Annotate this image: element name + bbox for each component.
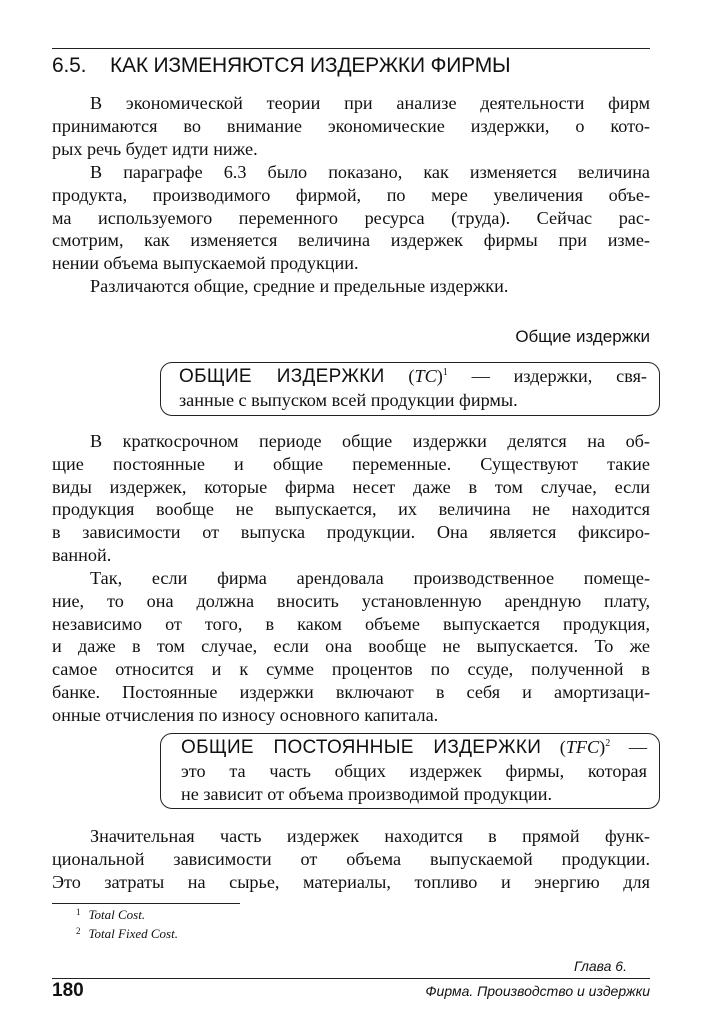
text-line: нении объема выпускаемой продукции. <box>52 253 359 274</box>
footnote-mark: 1 <box>76 907 81 917</box>
definition-line: не зависит от объема производимой продукции. <box>181 783 553 804</box>
text-line: онные отчисления по износу основного капитала. <box>52 704 439 725</box>
footnote-ref: 1 <box>442 366 448 378</box>
text-line: ма используемого переменного ресурса (труда). Сейчас рас- <box>52 207 650 228</box>
paragraph-3 <box>52 275 650 298</box>
definition-term: ОБЩИЕ ПОСТОЯННЫЕ ИЗДЕРЖКИ <box>181 737 542 758</box>
definition-box-tc <box>160 362 660 416</box>
definition-line: занные с выпуском всей продукции фирмы. <box>179 389 518 410</box>
paragraph-1 <box>52 92 650 160</box>
subheading-total-costs: Общие издержки <box>515 327 650 346</box>
top-rule <box>52 48 650 49</box>
paragraph-4 <box>52 430 650 567</box>
text-line: ванной. <box>52 544 112 565</box>
definition-text: — <box>628 737 647 757</box>
text-line: Различаются общие, средние и предельные издержки. <box>90 276 509 296</box>
text-line: В параграфе 6.3 было показано, как изменяется величина <box>90 162 650 182</box>
definition-line: это та часть общих издержек фирмы, которая <box>181 760 647 781</box>
text-line: принимаются во внимание экономические издержки, о кото- <box>52 115 650 136</box>
text-line: независимо от того, в каком объеме выпускается продукция, <box>52 613 650 634</box>
text-line: В экономической теории при анализе деятельности фирм <box>90 93 650 113</box>
definition-box-tfc <box>160 733 660 809</box>
footnote-2 <box>76 926 178 942</box>
text-line: В краткосрочном периоде общие издержки делятся на об- <box>90 431 650 451</box>
text-line: Так, если фирма арендовала производственное помеще- <box>90 568 650 588</box>
footnote-mark: 2 <box>76 926 81 936</box>
section-number: 6.5. <box>52 54 87 77</box>
text-line: смотрим, как изменяется величина издержек фирмы при изме- <box>52 230 650 251</box>
text-line: ние, то она должна вносить установленную арендную плату, <box>52 590 650 611</box>
running-head-title: Фирма. Производство и издержки <box>425 983 650 999</box>
definition-abbr: TC <box>414 366 437 386</box>
footnote-1 <box>76 907 145 923</box>
text-line: продукта, производимого фирмой, по мере увеличения объе- <box>52 184 650 205</box>
footnote-text: Total Cost. <box>88 907 146 922</box>
section-title: КАК ИЗМЕНЯЮТСЯ ИЗДЕРЖКИ ФИРМЫ <box>110 54 511 77</box>
definition-line: ОБЩИЕ ИЗДЕРЖКИ (TC)$^1$ — издержки, свя- <box>179 366 647 387</box>
section-heading <box>52 54 650 78</box>
definition-term: ОБЩИЕ ИЗДЕРЖКИ <box>179 366 385 387</box>
paragraph-6 <box>52 825 650 893</box>
text-line: Значительная часть издержек находится в прямой функ- <box>90 826 650 846</box>
text-line: виды издержек, которые фирма несет даже в том случае, если <box>52 476 650 497</box>
text-line: Это затраты на сырье, материалы, топливо и энергию для <box>52 871 650 892</box>
text-line: щие постоянные и общие переменные. Существуют такие <box>52 453 650 474</box>
text-line: в зависимости от выпуска продукции. Она является фиксиро- <box>52 522 650 543</box>
paragraph-2 <box>52 161 650 275</box>
paragraph-5 <box>52 567 650 727</box>
footnote-ref: 2 <box>605 737 611 749</box>
definition-text: — издержки, свя- <box>471 366 647 386</box>
text-line: банке. Постоянные издержки включают в себя и амортизаци- <box>52 681 650 702</box>
text-line: рых речь будет идти ниже. <box>52 138 258 159</box>
definition-abbr: TFC <box>565 737 600 757</box>
text-line: циональной зависимости от объема выпускаемой продукции. <box>52 848 650 869</box>
definition-line: ОБЩИЕ ПОСТОЯННЫЕ ИЗДЕРЖКИ (TFC)$^2$ — <box>181 737 647 758</box>
bottom-rule <box>52 978 650 979</box>
text-line: самое относится и к сумме процентов по ссуде, полученной в <box>52 659 650 680</box>
footnote-text: Total Fixed Cost. <box>88 926 178 941</box>
text-line: продукция вообще не выпускается, их величина не находится <box>52 499 650 520</box>
footnote-rule <box>52 903 240 904</box>
running-head-chapter: Глава 6. <box>573 958 627 974</box>
text-line: и даже в том случае, если она вообще не выпускается. То же <box>52 636 650 657</box>
page-number: 180 <box>52 980 84 1001</box>
